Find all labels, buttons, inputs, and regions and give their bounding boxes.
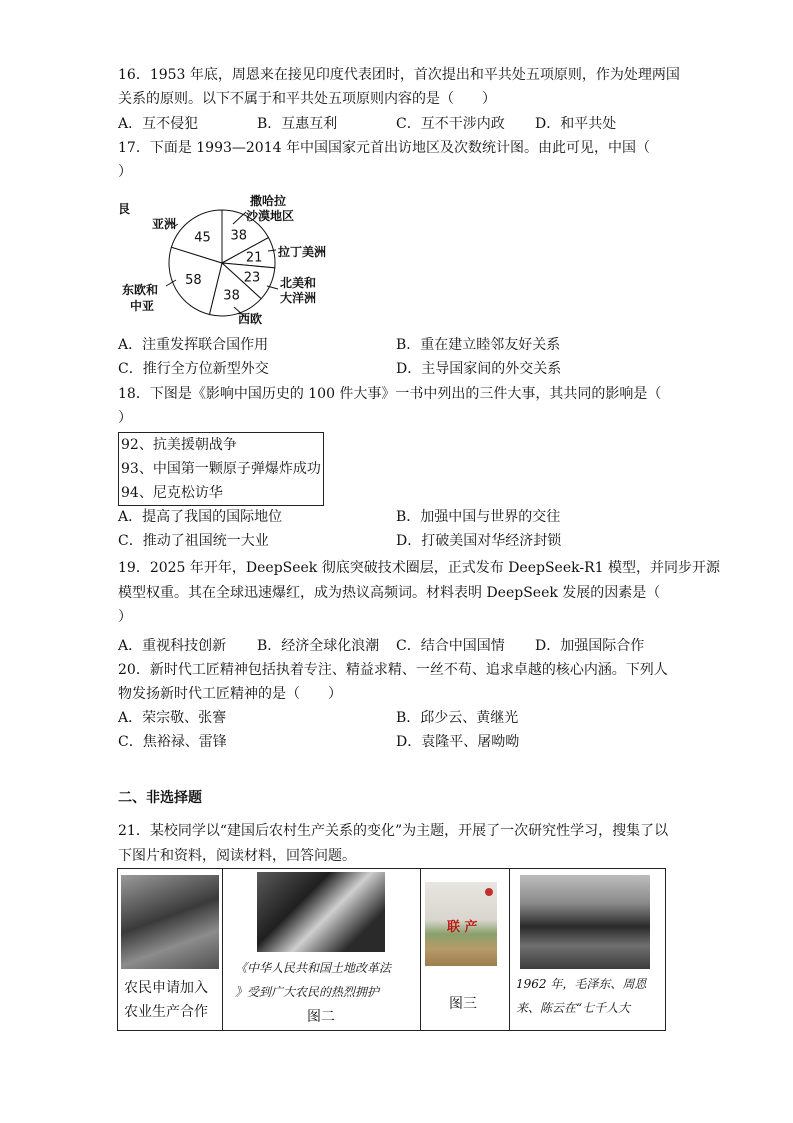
pie-label-northam-2: 大洋洲 bbox=[280, 291, 317, 305]
q17-option-a[interactable]: A．注重发挥联合国作用 bbox=[118, 337, 269, 353]
photo-cell-2 bbox=[223, 869, 421, 1031]
q19-stem-line1: 19．2025 年开年，DeepSeek 彻底突破技术圈层，正式发布 DeepSeek-R1 模型，并同步开源 bbox=[118, 560, 720, 576]
photo2-caption-line1: 《中华人民共和国土地改革法 bbox=[235, 961, 392, 975]
photo-cell-4 bbox=[510, 869, 666, 1031]
q19-option-b[interactable]: B．经济全球化浪潮 bbox=[257, 638, 380, 654]
q17-stem-line2: ） bbox=[118, 164, 132, 180]
pie-label-easteu-2: 中亚 bbox=[130, 299, 155, 313]
q17-stem-line1: 17．下面是 1993—2014 年中国国家元首出访地区及次数统计图。由此可见，中国（ bbox=[118, 140, 650, 156]
photo2-caption-line2: 》受到广大农民的热烈拥护 bbox=[235, 985, 380, 999]
pie-chart bbox=[118, 190, 358, 330]
q19-option-d[interactable]: D．加强国际合作 bbox=[535, 638, 645, 654]
q16-option-b[interactable]: B．互惠互利 bbox=[257, 116, 338, 132]
photo-table bbox=[117, 868, 666, 1031]
q20-stem-line1: 20．新时代工匠精神包括执着专注、精益求精、一丝不苟、追求卓越的核心内涵。下列人 bbox=[118, 662, 668, 678]
photo4-caption-line1: 1962 年，毛泽东、周恩 bbox=[516, 977, 647, 991]
photo2-label: 图二 bbox=[307, 1009, 335, 1025]
q19-stem-line2: 模型权重。其在全球迅速爆红，成为热议高频词。材料表明 DeepSeek 发展的因素是（ bbox=[118, 585, 661, 601]
q18-event-94: 94、尼克松访华 bbox=[121, 485, 223, 501]
pie-label-sahara-1: 撒哈拉 bbox=[250, 194, 287, 208]
photo1-caption-line1: 农民申请加入 bbox=[124, 980, 208, 996]
photo-land-reform-law bbox=[257, 872, 385, 952]
q18-option-a[interactable]: A．提高了我国的国际地位 bbox=[118, 509, 283, 525]
photo-cell-1 bbox=[118, 869, 223, 1031]
q16-stem-line2: 关系的原则。以下不属于和平共处五项原则内容的是（ ） bbox=[118, 91, 496, 107]
q19-option-c[interactable]: C．结合中国国情 bbox=[396, 638, 505, 654]
pie-label-westeu: 西欧 bbox=[238, 312, 263, 326]
section-heading-nonchoice: 二、非选择题 bbox=[118, 790, 202, 806]
q19-option-a[interactable]: A．重视科技创新 bbox=[118, 638, 227, 654]
q21-stem-line1: 21．某校同学以“建国后农村生产关系的变化”为主题，开展了一次研究性学习，搜集了以 bbox=[118, 823, 669, 839]
photo-cell-3 bbox=[421, 869, 510, 1031]
q21-stem-line2: 下图片和资料，阅读材料，回答问题。 bbox=[118, 848, 356, 864]
q18-event-92: 92、抗美援朝战争 bbox=[121, 437, 237, 453]
pie-value-label-5: 45 bbox=[194, 230, 211, 246]
pie-unit-fragment: 艮 bbox=[118, 202, 131, 216]
q20-stem-line2: 物发扬新时代工匠精神的是（ ） bbox=[118, 686, 342, 702]
photo3-label: 图三 bbox=[449, 996, 477, 1012]
pie-value-label-0: 38 bbox=[230, 228, 248, 244]
q18-option-d[interactable]: D．打破美国对华经济封锁 bbox=[396, 533, 562, 549]
photo-farmers-applying bbox=[121, 875, 219, 969]
pie-label-latin: 拉丁美洲 bbox=[278, 245, 327, 259]
pie-value-label-1: 21 bbox=[245, 250, 263, 266]
q16-stem-line1: 16．1953 年底，周恩来在接见印度代表团时，首次提出和平共处五项原则，作为处理两国 bbox=[118, 67, 680, 83]
pie-value-label-3: 38 bbox=[223, 288, 240, 304]
pie-label-sahara-2: 沙漠地区 bbox=[246, 209, 295, 223]
q20-option-d[interactable]: D．袁隆平、屠呦呦 bbox=[396, 734, 520, 750]
q18-event-93: 93、中国第一颗原子弹爆炸成功 bbox=[121, 461, 321, 477]
pie-value-label-4: 58 bbox=[185, 273, 202, 289]
q19-stem-line3: ） bbox=[118, 609, 132, 625]
q16-option-c[interactable]: C．互不干涉内政 bbox=[396, 116, 505, 132]
q16-option-a[interactable]: A．互不侵犯 bbox=[118, 116, 199, 132]
q18-stem-line2: ） bbox=[118, 410, 132, 426]
q18-stem-line1: 18．下图是《影响中国历史的 100 件大事》一书中列出的三件大事，其共同的影响是（ bbox=[118, 386, 662, 402]
pie-value-label-2: 23 bbox=[243, 270, 261, 286]
pie-label-northam-1: 北美和 bbox=[280, 276, 317, 290]
q16-option-d[interactable]: D．和平共处 bbox=[535, 116, 617, 132]
q17-option-d[interactable]: D．主导国家间的外交关系 bbox=[396, 361, 562, 377]
pie-label-asia: 亚洲 bbox=[152, 217, 177, 231]
q17-option-c[interactable]: C．推行全方位新型外交 bbox=[118, 361, 269, 377]
q18-event-box bbox=[118, 432, 324, 506]
q18-option-c[interactable]: C．推动了祖国统一大业 bbox=[118, 533, 269, 549]
q20-option-b[interactable]: B．邱少云、黄继光 bbox=[396, 710, 519, 726]
pie-label-easteu-1: 东欧和 bbox=[122, 283, 159, 297]
photo1-caption-line2: 农业生产合作 bbox=[124, 1004, 208, 1020]
photo-seven-thousand-conference bbox=[520, 875, 650, 969]
q20-option-a[interactable]: A．荣宗敬、张謇 bbox=[118, 710, 227, 726]
photo3-sign-text: 联 产 bbox=[447, 920, 478, 935]
q20-option-c[interactable]: C．焦裕禄、雷锋 bbox=[118, 734, 227, 750]
photo4-caption-line2: 来、陈云在“七千人大 bbox=[516, 1001, 631, 1015]
q18-option-b[interactable]: B．加强中国与世界的交往 bbox=[396, 509, 561, 525]
photo-contract-responsibility bbox=[425, 882, 497, 966]
red-lantern-icon bbox=[485, 888, 493, 896]
q17-option-b[interactable]: B．重在建立睦邻友好关系 bbox=[396, 337, 561, 353]
pie-chart-svg bbox=[118, 190, 358, 330]
